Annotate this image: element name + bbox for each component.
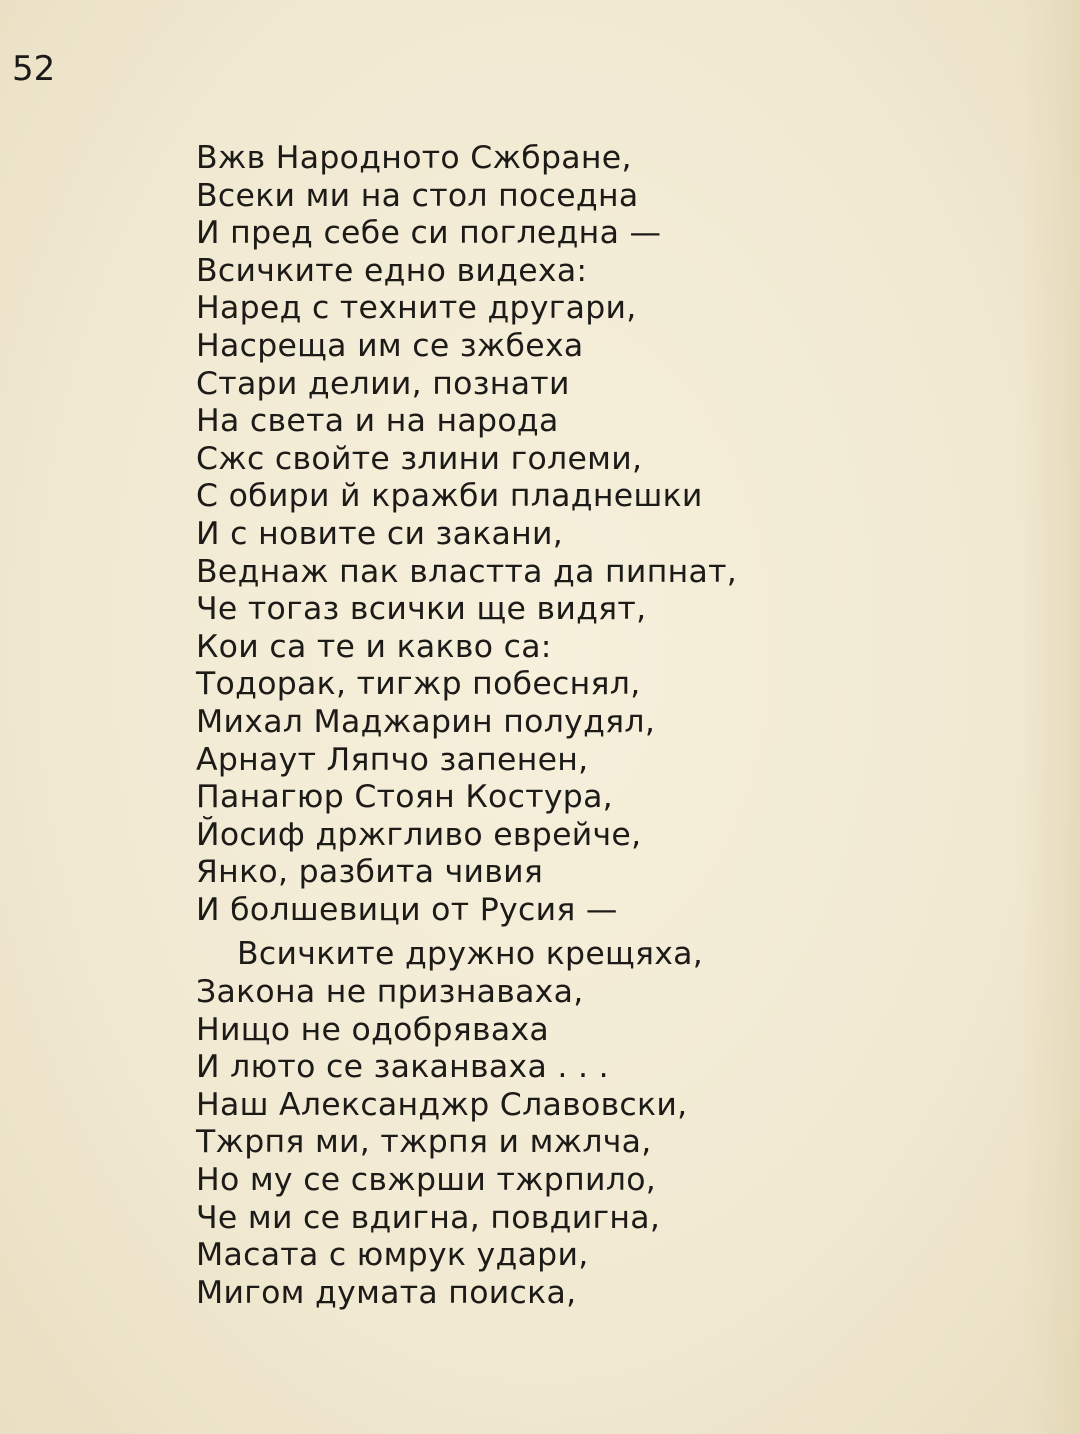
poem-line: Стари делии, познати xyxy=(196,365,570,402)
poem-line: Вжв Народното Сжбране, xyxy=(196,140,632,176)
poem-line: Йосиф држгливо еврейче, xyxy=(196,816,642,853)
page-number: 52 xyxy=(12,49,56,89)
poem-text xyxy=(196,140,737,1312)
poem-line: Закона не признаваха, xyxy=(196,974,584,1011)
poem-line: И люто се заканваха . . . xyxy=(196,1049,609,1086)
poem-line: Панагюр Стоян Костура, xyxy=(196,779,613,816)
poem-line: Веднаж пак властта да пипнат, xyxy=(196,553,738,590)
poem-line: Насреща им се зжбеха xyxy=(196,327,584,364)
poem-line: Масата с юмрук удари, xyxy=(196,1237,589,1274)
poem-line: Нищо не одобряваха xyxy=(196,1011,550,1048)
poem-line: Янко, разбита чивия xyxy=(196,854,544,891)
poem-line: И с новите си закани, xyxy=(196,515,564,552)
poem-line: Наш Александжр Славовски, xyxy=(196,1086,688,1123)
poem-line: На света и на народа xyxy=(196,403,559,440)
poem-line: Наред с техните другари, xyxy=(196,290,637,327)
poem-line: Кои са те и какво са: xyxy=(196,628,552,665)
poem-line: Мигом думата поиска, xyxy=(196,1274,577,1311)
poem-line: С обири й кражби пладнешки xyxy=(196,478,703,515)
poem-line: Михал Маджарин полудял, xyxy=(196,703,656,740)
poem-line: И пред себе си погледна — xyxy=(196,215,662,252)
poem-line: И болшевици от Русия — xyxy=(196,891,618,928)
stanza-2 xyxy=(196,936,737,1312)
poem-line: Всичките едно видеха: xyxy=(196,252,588,289)
poem-line: Всеки ми на стол поседна xyxy=(196,177,639,214)
poem-line: Но му се свжрши тжрпило, xyxy=(196,1162,657,1199)
poem-line: Че тогаз всички ще видят, xyxy=(196,591,647,628)
poem-line: Сжс свойте злини големи, xyxy=(196,440,643,477)
poem-line: Всичките дружно крещяха, xyxy=(237,936,704,973)
stanza-1 xyxy=(196,140,737,929)
poem-line: Че ми се вдигна, повдигна, xyxy=(196,1199,661,1236)
poem-line: Тжрпя ми, тжрпя и мжлча, xyxy=(196,1124,652,1161)
poem-line: Арнаут Ляпчо запенен, xyxy=(196,741,589,778)
poem-line: Тодорак, тигжр побеснял, xyxy=(196,666,641,703)
